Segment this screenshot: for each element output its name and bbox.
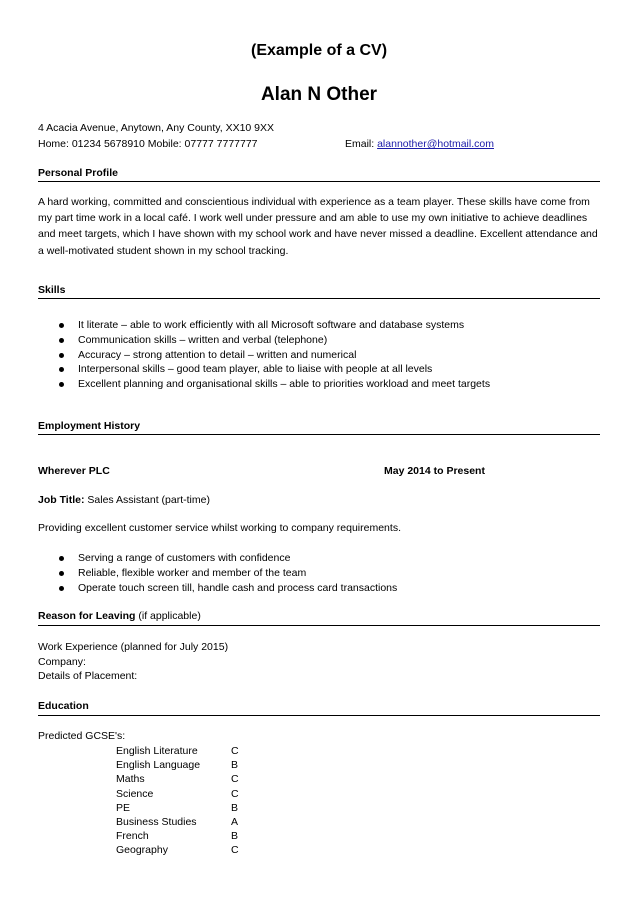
employment-heading: Employment History [38,420,141,432]
section-divider [38,715,600,716]
job-summary: Providing excellent customer service whilst working to company requirements. [38,522,401,534]
bullet-icon [59,367,64,372]
job-title: Sales Assistant (part-time) [84,494,210,506]
bullet-icon [59,586,64,591]
list-item: Communication skills – written and verbal (telephone) [56,333,490,348]
table-row: Business Studies A [116,815,239,828]
leaving-note: (if applicable) [135,610,201,622]
section-divider [38,181,600,182]
bullet-icon [59,323,64,328]
section-divider [38,434,600,435]
skills-list [56,318,490,392]
table-row: English Literature C [116,745,239,757]
company-label: Company: [38,656,86,668]
list-item: Operate touch screen till, handle cash and process card transactions [56,581,397,596]
list-item: Interpersonal skills – good team player, able to liaise with people at all levels [56,362,490,377]
table-row: Geography C [116,844,239,857]
leaving-line [38,610,201,622]
table-row: French B [116,830,239,843]
table-row: Maths C [116,773,239,786]
bullet-icon [59,556,64,561]
bullet-icon [59,353,64,358]
list-item: Reliable, flexible worker and member of the team [56,566,397,581]
table-row: PE B [116,801,239,814]
section-divider [38,625,600,626]
bullet-icon [59,338,64,343]
email-line [345,138,494,150]
address: 4 Acacia Avenue, Anytown, Any County, XX10 9XX [38,122,275,134]
candidate-name: Alan N Other [260,84,378,105]
list-item: It literate – able to work efficiently with all Microsoft software and database systems [56,318,490,333]
leaving-label: Reason for Leaving [38,610,136,622]
section-divider [38,298,600,299]
placement-label: Details of Placement: [38,670,138,682]
bullet-icon [59,571,64,576]
employer-name: Wherever PLC [38,465,110,477]
example-label: (Example of a CV) [250,42,388,59]
job-title-label: Job Title: [38,494,85,506]
bullet-icon [59,382,64,387]
list-item: Serving a range of customers with confidence [56,551,397,566]
list-item: Accuracy – strong attention to detail – written and numerical [56,348,490,363]
profile-heading: Personal Profile [38,167,118,179]
phone-line: Home: 01234 5678910 Mobile: 07777 7777777 [38,138,258,150]
email-link[interactable]: alannother@hotmail.com [377,138,494,150]
job-title-line [38,494,210,506]
grades-table [116,745,239,859]
email-label: Email: [345,138,378,150]
table-row: English Language B [116,759,239,772]
profile-text: A hard working, committed and conscientious individual with experience as a team player. These skills have come from my part time work in a local café. I work well under pressure and am able to use my own initiative to achieve deadlines and meet targets, which I have shown with my school work and have never missed a deadline. Excellent attendance and a well-motivated student shown in my school tracking. [38,196,598,257]
education-heading: Education [38,700,89,712]
skills-heading: Skills [38,284,66,296]
employment-dates: May 2014 to Present [384,465,485,477]
work-experience: Work Experience (planned for July 2015) [38,641,229,653]
list-item: Excellent planning and organisational skills – able to priorities workload and meet targets [56,377,490,392]
table-row: Science C [116,787,239,800]
gcse-intro: Predicted GCSE's: [38,730,126,742]
duties-list [56,551,397,595]
